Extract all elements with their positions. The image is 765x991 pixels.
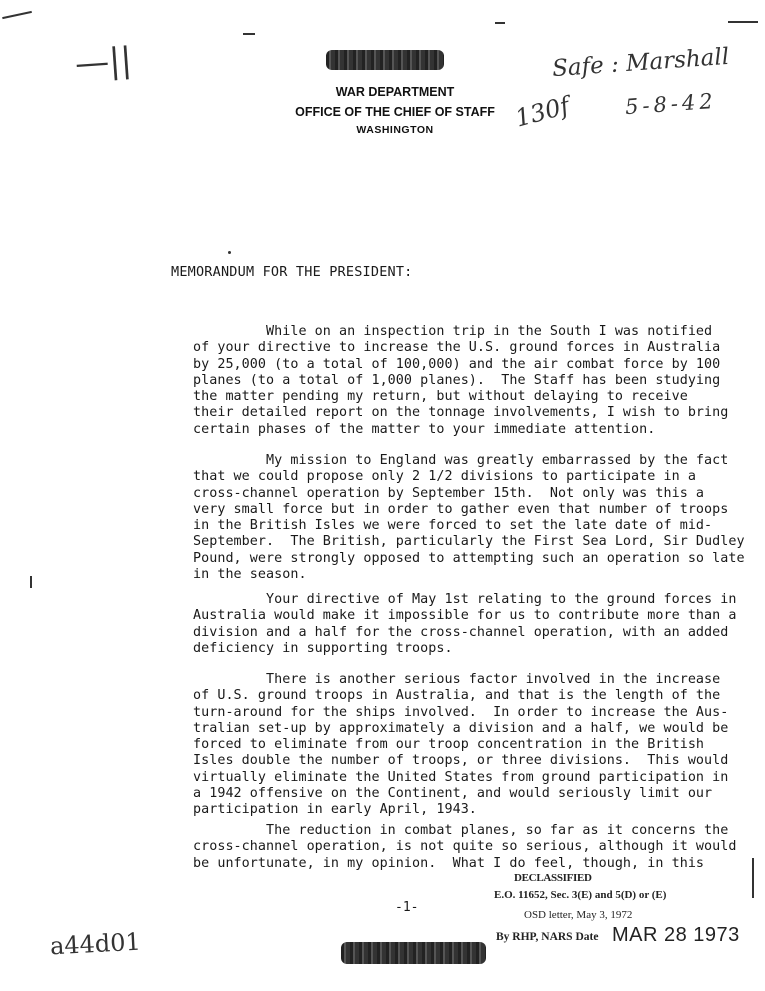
memo-line: Australia would make it impossible for us to contribute more than a bbox=[193, 608, 737, 624]
memo-line: virtually eliminate the United States from ground participation in bbox=[193, 769, 729, 785]
memo-line: very small force but in order to gather even that number of troops bbox=[193, 501, 729, 517]
memo-line: There is another serious factor involved in the increase bbox=[193, 672, 721, 687]
letterhead-office: OFFICE OF THE CHIEF OF STAFF bbox=[295, 105, 495, 119]
scan-mark bbox=[2, 11, 32, 19]
memo-paragraph bbox=[193, 592, 737, 657]
memo-line: by 25,000 (to a total of 100,000) and the air combat force by 100 bbox=[193, 356, 721, 372]
declassified-stamp: DECLASSIFIED bbox=[514, 872, 592, 884]
memo-line: be unfortunate, in my opinion. What I do feel, though, in this bbox=[193, 855, 705, 871]
memo-line: the matter pending my return, but without delaying to receive bbox=[193, 389, 688, 405]
memo-line: deficiency in supporting troops. bbox=[193, 640, 453, 656]
page-number: -1- bbox=[395, 900, 419, 915]
declassification-letter: OSD letter, May 3, 1972 bbox=[524, 909, 633, 921]
memo-paragraph bbox=[193, 823, 737, 872]
declassification-by-line: By RHP, NARS Date bbox=[496, 931, 599, 943]
scan-mark bbox=[228, 251, 231, 254]
memo-line: in the season. bbox=[193, 567, 307, 583]
handwritten-marks-top-left: —|| bbox=[73, 40, 134, 84]
memo-line: participation in early April, 1943. bbox=[193, 802, 477, 818]
memo-line: Isles double the number of troops, or three divisions. This would bbox=[193, 753, 729, 769]
memo-line: certain phases of the matter to your immediate attention. bbox=[193, 421, 656, 437]
memo-line: in the British Isles we were forced to set the late date of mid- bbox=[193, 518, 713, 534]
handwritten-margin-note: 130f bbox=[512, 91, 573, 133]
memo-paragraph bbox=[193, 453, 745, 583]
memo-line: Your directive of May 1st relating to the ground forces in bbox=[193, 592, 737, 607]
memo-paragraph bbox=[193, 672, 729, 819]
handwritten-file-number: a44d01 bbox=[49, 927, 142, 961]
memo-title: MEMORANDUM FOR THE PRESIDENT: bbox=[171, 264, 413, 280]
letterhead-department: WAR DEPARTMENT bbox=[335, 85, 455, 99]
memo-line: cross-channel operation, is not quite so serious, although it would bbox=[193, 839, 737, 855]
handwritten-file-note: Safe : Marshall bbox=[551, 43, 730, 83]
letterhead-city: WASHINGTON bbox=[356, 124, 434, 136]
scan-mark bbox=[243, 33, 255, 35]
memo-line: The reduction in combat planes, so far as it concerns the bbox=[193, 823, 729, 838]
scan-mark bbox=[728, 21, 758, 23]
memo-line: of U.S. ground troops in Australia, and that is the length of the bbox=[193, 688, 721, 704]
handwritten-date: 5-8-42 bbox=[624, 88, 718, 120]
memo-line: While on an inspection trip in the South I was notified bbox=[193, 324, 713, 339]
memo-line: September. The British, particularly the First Sea Lord, Sir Dudley bbox=[193, 534, 745, 550]
declassification-authority: E.O. 11652, Sec. 3(E) and 5(D) or (E) bbox=[494, 889, 667, 901]
redaction-bar-top bbox=[326, 50, 444, 70]
memo-line: forced to eliminate from our troop concentration in the British bbox=[193, 737, 705, 753]
memo-line: Pound, were strongly opposed to attempting such an operation so late bbox=[193, 550, 745, 566]
scan-mark bbox=[495, 22, 505, 24]
memo-line: that we could propose only 2 1/2 divisions to participate in a bbox=[193, 469, 696, 485]
memo-line: tralian set-up by approximately a division and a half, we would be bbox=[193, 720, 729, 736]
scan-mark bbox=[752, 858, 754, 898]
memo-line: My mission to England was greatly embarrassed by the fact bbox=[193, 453, 729, 468]
scan-mark bbox=[30, 576, 32, 588]
memo-line: of your directive to increase the U.S. ground forces in Australia bbox=[193, 340, 721, 356]
memo-line: their detailed report on the tonnage involvements, I wish to bring bbox=[193, 405, 729, 421]
memo-line: turn-around for the ships involved. In order to increase the Aus- bbox=[193, 704, 729, 720]
memo-line: a 1942 offensive on the Continent, and would seriously limit our bbox=[193, 786, 713, 802]
memo-line: division and a half for the cross-channel operation, with an added bbox=[193, 624, 729, 640]
declassification-date: MAR 28 1973 bbox=[612, 924, 740, 946]
memo-paragraph bbox=[193, 324, 729, 438]
memo-line: cross-channel operation by September 15th. Not only was this a bbox=[193, 485, 705, 501]
redaction-bar-bottom bbox=[341, 942, 486, 964]
memo-line: planes (to a total of 1,000 planes). The Staff has been studying bbox=[193, 372, 721, 388]
